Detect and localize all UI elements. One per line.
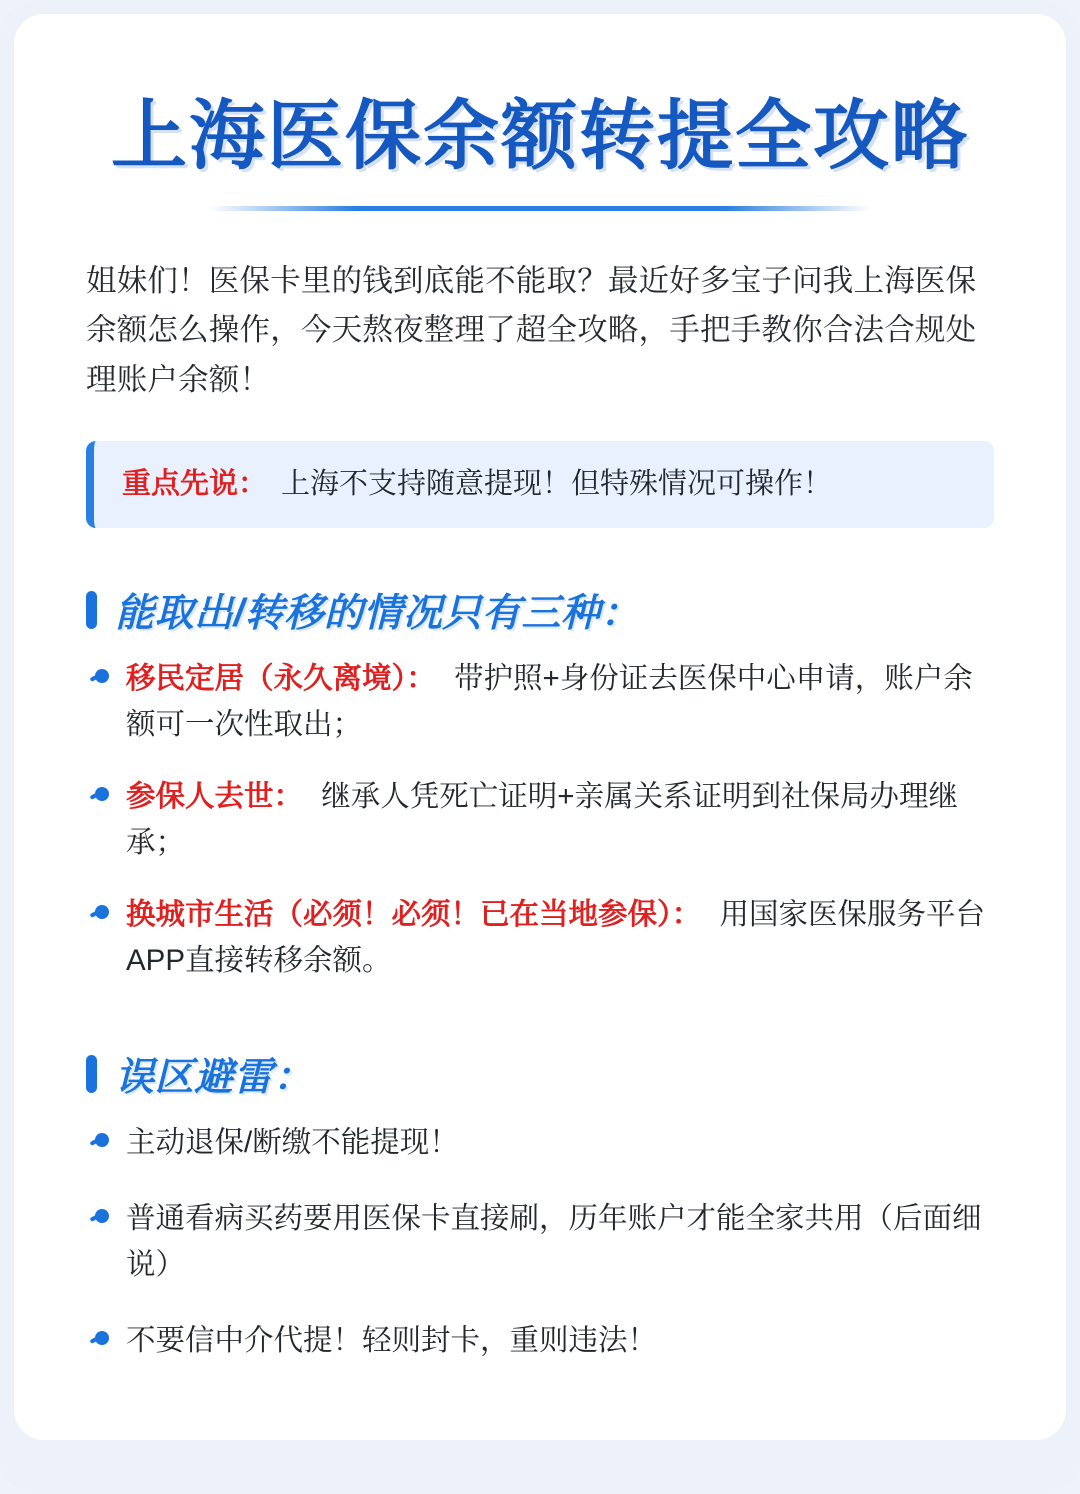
bullet-point-icon [90,1209,109,1224]
highlight-text: 上海不支持随意提现！但特殊情况可操作！ [281,468,833,501]
bullet-point-icon [90,1133,109,1148]
bullet-point-icon [90,787,109,802]
section-1-list [86,656,994,984]
bullet-point-icon [90,669,109,684]
section-title-2: 误区避雷： [115,1055,313,1099]
section-marker-icon [86,591,97,629]
list-item-text: 用国家医保服务平台APP直接转移余额。 [126,897,985,977]
list-item-text: 带护照+身份证去医保中心申请，账户余额可一次性取出； [126,661,973,741]
content-card [14,14,1066,1440]
title-divider [210,206,870,211]
highlight-callout [86,441,994,528]
list-item [86,1318,994,1364]
list-item-lead: 移民定居（永久离境）： [126,661,436,695]
list-item-lead: 参保人去世： [126,779,304,813]
list-item-text: 不要信中介代提！轻则封卡，重则违法！ [126,1324,658,1358]
list-item [86,656,994,748]
list-item-text: 继承人凭死亡证明+亲属关系证明到社保局办理继承； [126,779,958,859]
list-item-text: 主动退保/断缴不能提现！ [126,1125,459,1159]
bullet-point-icon [90,905,109,920]
section-heading-2 [86,1046,994,1102]
section-title-1: 能取出/转移的情况只有三种： [115,591,640,635]
section-2-list [86,1120,994,1364]
page-title: 上海医保余额转提全攻略 [111,94,969,179]
intro-paragraph: 姐妹们！医保卡里的钱到底能不能取？最近好多宝子问我上海医保余额怎么操作，今天熬夜整理了超全攻略，手把手教你合法合规处理账户余额！ [86,264,977,397]
section-marker-icon [86,1055,97,1093]
list-item-text: 普通看病买药要用医保卡直接刷，历年账户才能全家共用（后面细说） [126,1202,982,1282]
section-heading-1 [86,582,994,638]
bullet-point-icon [90,1331,109,1346]
list-item [86,774,994,866]
list-item [86,1196,994,1288]
list-item [86,892,994,984]
list-item [86,1120,994,1166]
list-item-lead: 换城市生活（必须！必须！已在当地参保）： [126,897,702,931]
highlight-label: 重点先说： [122,468,268,501]
